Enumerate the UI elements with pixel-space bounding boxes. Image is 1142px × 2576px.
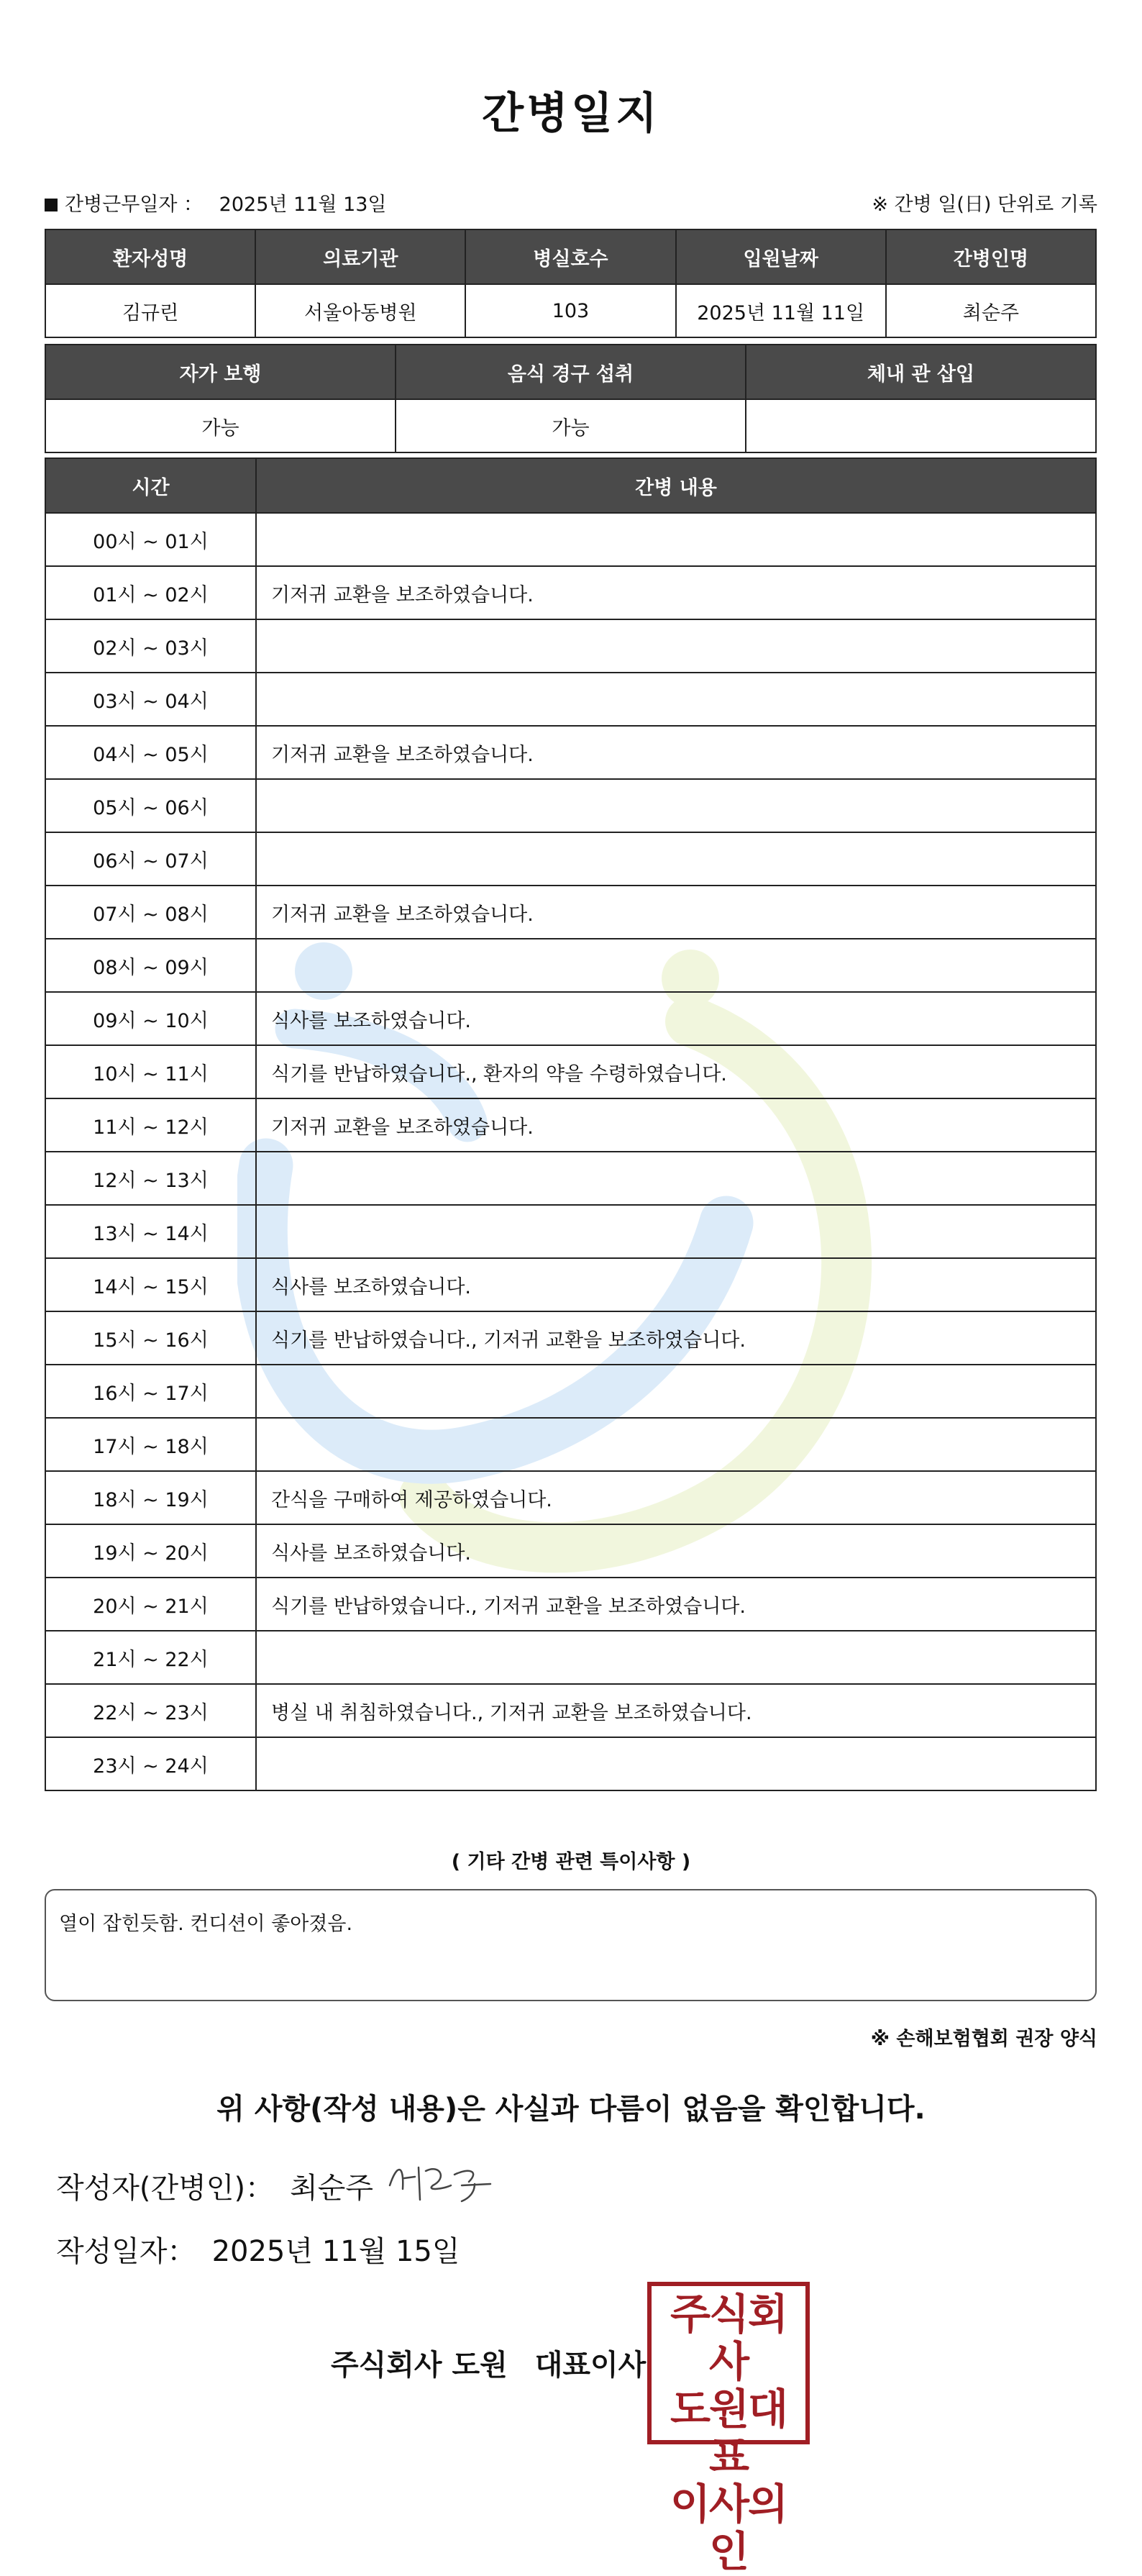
log-row <box>45 1258 1096 1311</box>
log-content: 식기를 반납하였습니다., 환자의 약을 수령하였습니다. <box>256 1045 1096 1098</box>
header-patient-name: 환자성명 <box>45 229 255 284</box>
log-time: 17시 ~ 18시 <box>45 1418 256 1471</box>
header-walking: 자가 보행 <box>45 345 396 399</box>
log-content: 식기를 반납하였습니다., 기저귀 교환을 보조하였습니다. <box>256 1311 1096 1365</box>
log-content: 기저귀 교환을 보조하였습니다. <box>256 726 1096 779</box>
log-row <box>45 619 1096 673</box>
company-name: 주식회사 도원 <box>331 2349 508 2382</box>
seal-line: 도원대표 <box>670 2385 787 2481</box>
seal-line: 이사의인 <box>670 2480 787 2576</box>
log-content <box>256 1631 1096 1684</box>
log-time: 16시 ~ 17시 <box>45 1365 256 1418</box>
log-row <box>45 1418 1096 1471</box>
oral-intake-status: 가능 <box>396 399 746 452</box>
special-notes-title: ( 기타 간병 관련 특이사항 ) <box>451 1851 691 1873</box>
log-row <box>45 886 1096 939</box>
log-time: 13시 ~ 14시 <box>45 1205 256 1258</box>
header-content: 간병 내용 <box>256 458 1096 513</box>
writer-label: 작성자(간병인)： <box>56 2172 275 2205</box>
care-log-table <box>45 458 1097 1791</box>
seal-line: 주식회사 <box>670 2290 787 2386</box>
log-row <box>45 1365 1096 1418</box>
log-content: 식사를 보조하였습니다. <box>256 1524 1096 1578</box>
header-tube: 체내 관 삽입 <box>746 345 1096 399</box>
log-row <box>45 832 1096 886</box>
work-date-value: 2025년 11월 13일 <box>219 194 387 216</box>
log-row <box>45 1578 1096 1631</box>
log-content: 기저귀 교환을 보조하였습니다. <box>256 1098 1096 1152</box>
log-row <box>45 673 1096 726</box>
log-time: 22시 ~ 23시 <box>45 1684 256 1737</box>
patient-info-table <box>45 229 1097 338</box>
walking-status: 가능 <box>45 399 396 452</box>
room-number: 103 <box>465 284 675 337</box>
log-time: 03시 ~ 04시 <box>45 673 256 726</box>
log-row <box>45 1205 1096 1258</box>
log-row <box>45 1152 1096 1205</box>
log-row <box>45 566 1096 619</box>
unit-note: ※ 간병 일(日) 단위로 기록 <box>872 194 1097 216</box>
log-time: 15시 ~ 16시 <box>45 1311 256 1365</box>
work-date <box>45 188 387 217</box>
admission-date: 2025년 11월 11일 <box>676 284 886 337</box>
log-time: 09시 ~ 10시 <box>45 992 256 1045</box>
header-hospital: 의료기관 <box>255 229 465 284</box>
insurance-note: ※ 손해보험협회 권장 양식 <box>870 2028 1097 2050</box>
log-content <box>256 939 1096 992</box>
log-time: 14시 ~ 15시 <box>45 1258 256 1311</box>
log-row <box>45 1737 1096 1790</box>
log-content: 병실 내 취침하였습니다., 기저귀 교환을 보조하였습니다. <box>256 1684 1096 1737</box>
work-date-label: 간병근무일자 ： <box>65 194 204 216</box>
log-row <box>45 1098 1096 1152</box>
header-admission-date: 입원날짜 <box>676 229 886 284</box>
caregiver-name: 최순주 <box>886 284 1096 337</box>
log-content: 기저귀 교환을 보조하였습니다. <box>256 886 1096 939</box>
log-content <box>256 1205 1096 1258</box>
patient-status-table <box>45 344 1097 453</box>
log-time: 00시 ~ 01시 <box>45 513 256 566</box>
written-date-label: 작성일자： <box>56 2235 196 2268</box>
log-content <box>256 1365 1096 1418</box>
header-oral-intake: 음식 경구 섭취 <box>396 345 746 399</box>
log-time: 21시 ~ 22시 <box>45 1631 256 1684</box>
log-content <box>256 1418 1096 1471</box>
log-content <box>256 619 1096 673</box>
representative-title: 대표이사 <box>534 2349 647 2382</box>
log-content <box>256 832 1096 886</box>
log-row <box>45 779 1096 832</box>
handwritten-signature <box>383 2157 505 2207</box>
log-time: 11시 ~ 12시 <box>45 1098 256 1152</box>
tube-status <box>746 399 1096 452</box>
header-room: 병실호수 <box>465 229 675 284</box>
log-row <box>45 1524 1096 1578</box>
log-content: 식사를 보조하였습니다. <box>256 1258 1096 1311</box>
log-row <box>45 726 1096 779</box>
log-time: 02시 ~ 03시 <box>45 619 256 673</box>
log-time: 01시 ~ 02시 <box>45 566 256 619</box>
header-time: 시간 <box>45 458 256 513</box>
log-row <box>45 939 1096 992</box>
header-caregiver: 간병인명 <box>886 229 1096 284</box>
special-notes-box <box>45 1889 1097 2001</box>
log-time: 18시 ~ 19시 <box>45 1471 256 1524</box>
log-time: 05시 ~ 06시 <box>45 779 256 832</box>
log-time: 10시 ~ 11시 <box>45 1045 256 1098</box>
log-content <box>256 513 1096 566</box>
log-content <box>256 1737 1096 1790</box>
log-content: 식사를 보조하였습니다. <box>256 992 1096 1045</box>
log-content: 식기를 반납하였습니다., 기저귀 교환을 보조하였습니다. <box>256 1578 1096 1631</box>
patient-name: 김규린 <box>45 284 255 337</box>
written-date-value: 2025년 11월 15일 <box>211 2235 460 2268</box>
log-row <box>45 1311 1096 1365</box>
log-row <box>45 1045 1096 1098</box>
log-time: 23시 ~ 24시 <box>45 1737 256 1790</box>
log-time: 07시 ~ 08시 <box>45 886 256 939</box>
log-time: 06시 ~ 07시 <box>45 832 256 886</box>
log-content: 간식을 구매하여 제공하였습니다. <box>256 1471 1096 1524</box>
writer-line <box>56 2165 373 2206</box>
log-time: 20시 ~ 21시 <box>45 1578 256 1631</box>
log-time: 12시 ~ 13시 <box>45 1152 256 1205</box>
confirmation-statement: 위 사항(작성 내용)은 사실과 다름이 없음을 확인합니다. <box>216 2093 926 2126</box>
log-row <box>45 992 1096 1045</box>
log-time: 04시 ~ 05시 <box>45 726 256 779</box>
log-content <box>256 673 1096 726</box>
document-title: 간병일지 <box>482 88 660 139</box>
hospital: 서울아동병원 <box>255 284 465 337</box>
company-line <box>331 2342 646 2383</box>
log-row <box>45 1631 1096 1684</box>
written-date-line <box>56 2229 460 2270</box>
square-bullet-icon <box>45 199 58 211</box>
log-time: 19시 ~ 20시 <box>45 1524 256 1578</box>
log-row <box>45 513 1096 566</box>
log-content <box>256 779 1096 832</box>
company-seal <box>647 2282 810 2576</box>
log-row <box>45 1471 1096 1524</box>
special-notes-text: 열이 잡힌듯함. 컨디션이 좋아졌음. <box>59 1913 353 1935</box>
log-time: 08시 ~ 09시 <box>45 939 256 992</box>
log-content: 기저귀 교환을 보조하였습니다. <box>256 566 1096 619</box>
log-content <box>256 1152 1096 1205</box>
log-row <box>45 1684 1096 1737</box>
writer-name: 최순주 <box>290 2172 373 2205</box>
